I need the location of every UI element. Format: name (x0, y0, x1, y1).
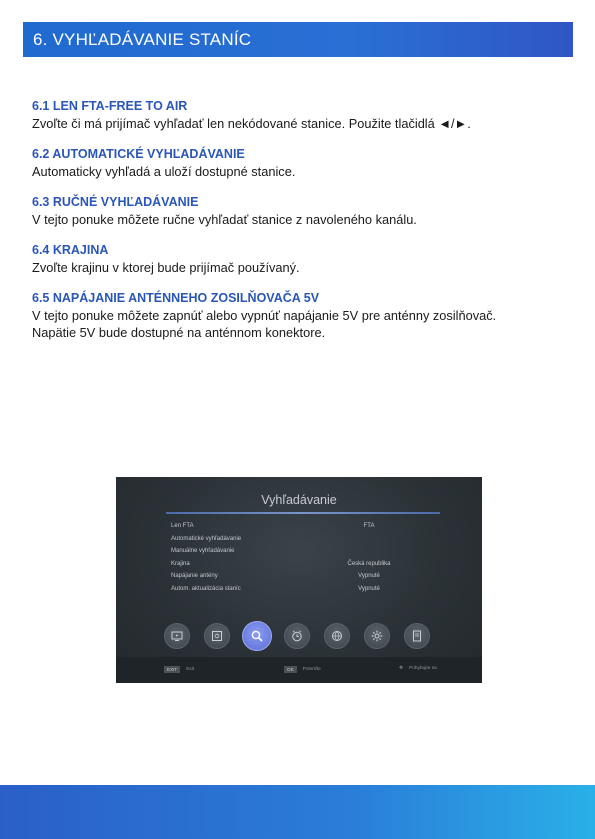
media-icon[interactable] (204, 623, 230, 649)
dpad-icon: ✥ (399, 666, 404, 671)
clock-icon[interactable] (284, 623, 310, 649)
tv-menu-item-label: Autom. aktualizácia staníc (171, 585, 241, 592)
section-heading: 6.5 NAPÁJANIE ANTÉNNEHO ZOSILŇOVAČA 5V (32, 291, 320, 305)
body-line: V tejto ponuke môžete ručne vyhľadať stanice z navoleného kanálu. (32, 212, 417, 227)
ok-label: Potvrďte (302, 667, 321, 672)
tv-category-bar (164, 623, 434, 653)
section-fta (32, 98, 552, 132)
section-heading: 6.1 LEN FTA-FREE TO AIR (32, 99, 188, 113)
section-auto-search (32, 146, 552, 180)
network-icon[interactable] (324, 623, 350, 649)
nav-hint (399, 666, 437, 671)
body-line: Zvoľte či má prijímač vyhľadať len nekódované stanice. Použite tlačidlá ◄/►. (32, 116, 471, 131)
section-heading: 6.2 AUTOMATICKÉ VYHĽADÁVANIE (32, 147, 245, 161)
tv-menu-screenshot (116, 477, 482, 683)
ok-hint (284, 666, 321, 673)
body-line: Zvoľte krajinu v ktorej bude prijímač používaný. (32, 260, 300, 275)
section-heading: 6.4 KRAJINA (32, 243, 109, 257)
section-manual-search (32, 194, 552, 228)
nav-label: Pohybujte sa (409, 666, 437, 671)
tv-menu-item-value: FTA (363, 523, 375, 529)
tv-menu-title: Vyhľadávanie (261, 493, 337, 507)
tv-title-underline (166, 512, 440, 514)
ok-key: OK (284, 666, 297, 673)
tv-footer-hints (116, 657, 482, 683)
section-body (32, 163, 552, 180)
tv-menu-item-auto-update[interactable] (171, 584, 431, 597)
body-line: Napätie 5V bude dostupné na anténnom konektore. (32, 325, 326, 340)
body-line: V tejto ponuke môžete zapnúť alebo vypnúť napájanie 5V pre anténny zosilňovač. (32, 308, 497, 323)
exit-hint (164, 666, 194, 673)
exit-key: EXIT (164, 666, 180, 673)
section-body (32, 307, 552, 341)
document-content (32, 98, 552, 355)
tv-menu-item-label: Len FTA (171, 523, 194, 529)
search-icon[interactable] (242, 621, 272, 651)
tv-menu-item-label: Napájanie antény (171, 573, 218, 579)
section-heading: 6.3 RUČNÉ VYHĽADÁVANIE (32, 195, 199, 209)
tv-menu-item-value: Vypnuté (358, 585, 380, 592)
section-antenna-power (32, 290, 552, 341)
section-header-bar (23, 22, 573, 57)
page-footer-bar (0, 785, 595, 839)
tv-menu-item-antenna-power[interactable] (171, 571, 431, 584)
tv-menu-item-value: Vypnuté (358, 573, 380, 579)
section-title: 6. VYHĽADÁVANIE STANÍC (33, 29, 252, 49)
tv-menu-item-label: Manuálne vyhľadávanie (171, 548, 235, 554)
section-body (32, 259, 552, 276)
tv-menu-item-fta[interactable] (171, 521, 431, 534)
tv-menu-item-manual-search[interactable] (171, 546, 431, 559)
body-line: Automaticky vyhľadá a uloží dostupné stanice. (32, 164, 296, 179)
tv-menu-item-auto-search[interactable] (171, 534, 431, 547)
tv-icon[interactable] (164, 623, 190, 649)
tv-menu-item-country[interactable] (171, 559, 431, 572)
tv-menu-item-label: Automatické vyhľadávanie (171, 535, 242, 542)
tv-menu-item-value: Česká republika (347, 560, 391, 567)
section-body (32, 115, 552, 132)
settings-icon[interactable] (364, 623, 390, 649)
exit-label: Exit (186, 667, 195, 672)
section-body (32, 211, 552, 228)
storage-icon[interactable] (404, 623, 430, 649)
tv-menu-list (171, 521, 431, 596)
section-country (32, 242, 552, 276)
tv-menu-item-label: Krajina (171, 560, 190, 567)
